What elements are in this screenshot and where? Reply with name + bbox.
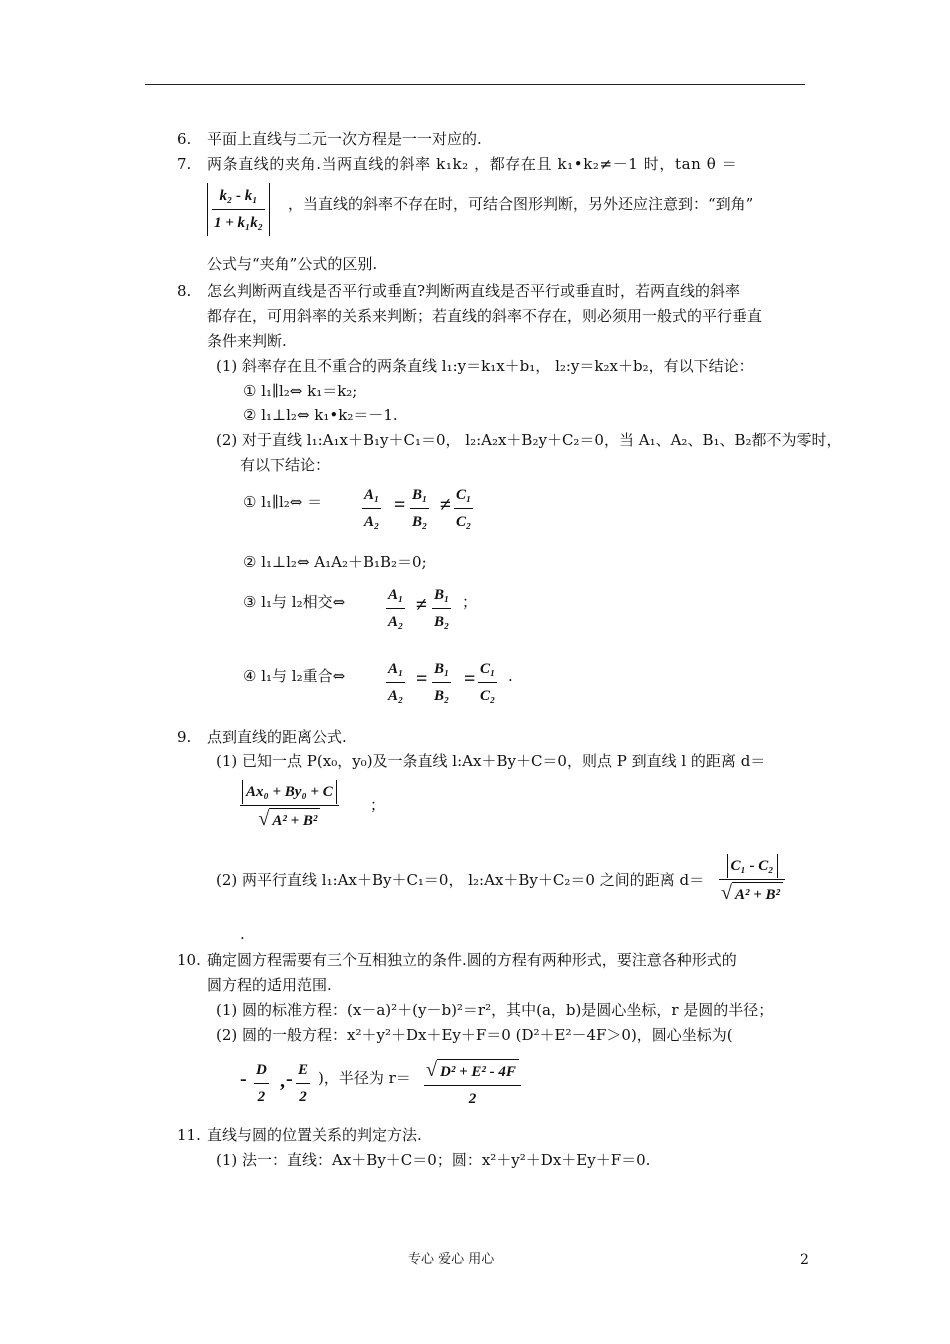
punctuation: ； — [462, 593, 478, 611]
minus-sign: - — [286, 1068, 293, 1090]
item-number: 11. — [177, 1126, 201, 1144]
equals-sign: = — [394, 494, 406, 516]
text-line: ，当直线的斜率不存在时，可结合图形判断，另外还应注意到：“到角” — [288, 195, 754, 213]
header-rule — [145, 84, 805, 85]
text-line: 平面上直线与二元一次方程是一一对应的. — [207, 130, 482, 148]
punctuation: . — [240, 925, 245, 943]
formula-numerator: Ax₀ + By₀ + C — [242, 780, 337, 804]
formula-numerator: C₁ - C₂ — [727, 854, 778, 878]
text-line: (1) 圆的标准方程：(x－a)²＋(y－b)²＝r²，其中(a，b)是圆心坐标，r 是圆的半径； — [216, 1001, 774, 1019]
text-line: (1) 法一：直线：Ax＋By＋C＝0；圆：x²＋y²＋Dx＋Ey＋F＝0. — [216, 1151, 651, 1169]
text-line: 确定圆方程需要有三个互相独立的条件.圆的方程有两种形式，要注意各种形式的 — [207, 951, 737, 969]
tan-formula — [207, 183, 270, 236]
text-line: ② l₁⊥l₂⇔ k₁•k₂＝－1. — [243, 406, 398, 424]
fraction-c: C₁ C₂ — [480, 661, 496, 704]
item-number: 9. — [177, 728, 192, 746]
equals-sign: = — [464, 668, 476, 690]
formula-denominator: 2 — [468, 1091, 477, 1107]
formula-denominator: 1 + k₁k₂ — [214, 215, 264, 231]
formula-numerator: k₂ - k₁ — [219, 188, 258, 204]
condition-parallel: ① l₁∥l₂⇔ ＝ — [243, 493, 323, 511]
text-line: 都存在，可用斜率的关系来判断；若直线的斜率不存在，则必须用一般式的平行垂直 — [207, 307, 763, 325]
equals-sign: = — [416, 668, 428, 690]
text-line: (2) 两平行直线 l₁:Ax＋By＋C₁＝0， l₂:Ax＋By＋C₂＝0 之间的距离 d＝ — [216, 871, 705, 889]
item-number: 10. — [177, 951, 201, 969]
text-line: 有以下结论： — [240, 456, 331, 474]
formula-numerator: D² + E² - 4F — [437, 1059, 519, 1084]
formula-denominator: A² + B² — [732, 882, 783, 907]
text-line: 圆方程的适用范围. — [207, 976, 332, 994]
fraction-a: A₁ A₂ — [388, 587, 404, 630]
item-number: 8. — [177, 282, 192, 300]
fraction-a: A₁ A₂ — [364, 487, 380, 530]
fraction-a: A₁ A₂ — [388, 661, 404, 704]
not-equal-sign: ≠ — [416, 594, 427, 616]
text-line: 直线与圆的位置关系的判定方法. — [207, 1126, 422, 1144]
text-line: ① l₁∥l₂⇔ k₁＝k₂; — [243, 382, 358, 400]
text-line: (2) 圆的一般方程：x²＋y²＋Dx＋Ey＋F＝0 (D²＋E²－4F＞0)，圆心坐标为( — [216, 1026, 733, 1044]
text-line: (1) 已知一点 P(x₀，y₀)及一条直线 l:Ax＋By＋C＝0，则点 P 到直线 l 的距离 d＝ — [216, 752, 766, 770]
parallel-distance-formula: C₁ - C₂ √ A² + B² — [719, 853, 785, 908]
text-line: 条件来判断. — [207, 332, 287, 350]
condition-intersect: ③ l₁与 l₂相交⇔ — [243, 593, 346, 611]
fraction-b: B₁ B₂ — [434, 661, 450, 704]
center-x-fraction: D 2 — [256, 1062, 267, 1105]
item-number: 6. — [177, 130, 192, 148]
text-line: 怎幺判断两直线是否平行或垂直?判断两直线是否平行或垂直时，若两直线的斜率 — [207, 282, 741, 300]
page-number: 2 — [800, 1252, 809, 1268]
distance-formula: Ax₀ + By₀ + C √ A² + B² — [240, 779, 339, 834]
radius-formula: √ D² + E² - 4F 2 — [424, 1057, 521, 1112]
text-line: (2) 对于直线 l₁:A₁x＋B₁y＋C₁＝0， l₂:A₂x＋B₂y＋C₂＝0，当 A₁、A₂、B₁、B₂都不为零时， — [216, 431, 842, 449]
fraction-b: B₁ B₂ — [412, 487, 428, 530]
punctuation: . — [508, 667, 513, 685]
formula-denominator: A² + B² — [269, 808, 320, 833]
footer-motto: 专心 爱心 用心 — [408, 1252, 495, 1267]
text-line: )，半径为 r＝ — [318, 1069, 411, 1087]
condition-perpendicular: ② l₁⊥l₂⇔ A₁A₂＋B₁B₂＝0; — [243, 553, 427, 571]
not-equal-sign: ≠ — [440, 494, 451, 516]
text-line: 公式与“夹角”公式的区别. — [207, 255, 378, 273]
text-line: 点到直线的距离公式. — [207, 728, 347, 746]
text-line: (1) 斜率存在且不重合的两条直线 l₁:y＝k₁x＋b₁， l₂:y＝k₂x＋b₂，有以下结论： — [216, 357, 754, 375]
fraction-c: C₁ C₂ — [456, 487, 472, 530]
text-line: 两条直线的夹角.当两直线的斜率 k₁k₂ ，都存在且 k₁•k₂≠－1 时，tan θ ＝ — [207, 155, 738, 173]
punctuation: ； — [370, 796, 386, 814]
condition-coincide: ④ l₁与 l₂重合⇔ — [243, 667, 346, 685]
item-number: 7. — [177, 155, 192, 173]
comma: , — [280, 1070, 285, 1092]
center-y-fraction: E 2 — [298, 1062, 309, 1105]
minus-sign: - — [240, 1068, 247, 1090]
fraction-b: B₁ B₂ — [434, 587, 450, 630]
